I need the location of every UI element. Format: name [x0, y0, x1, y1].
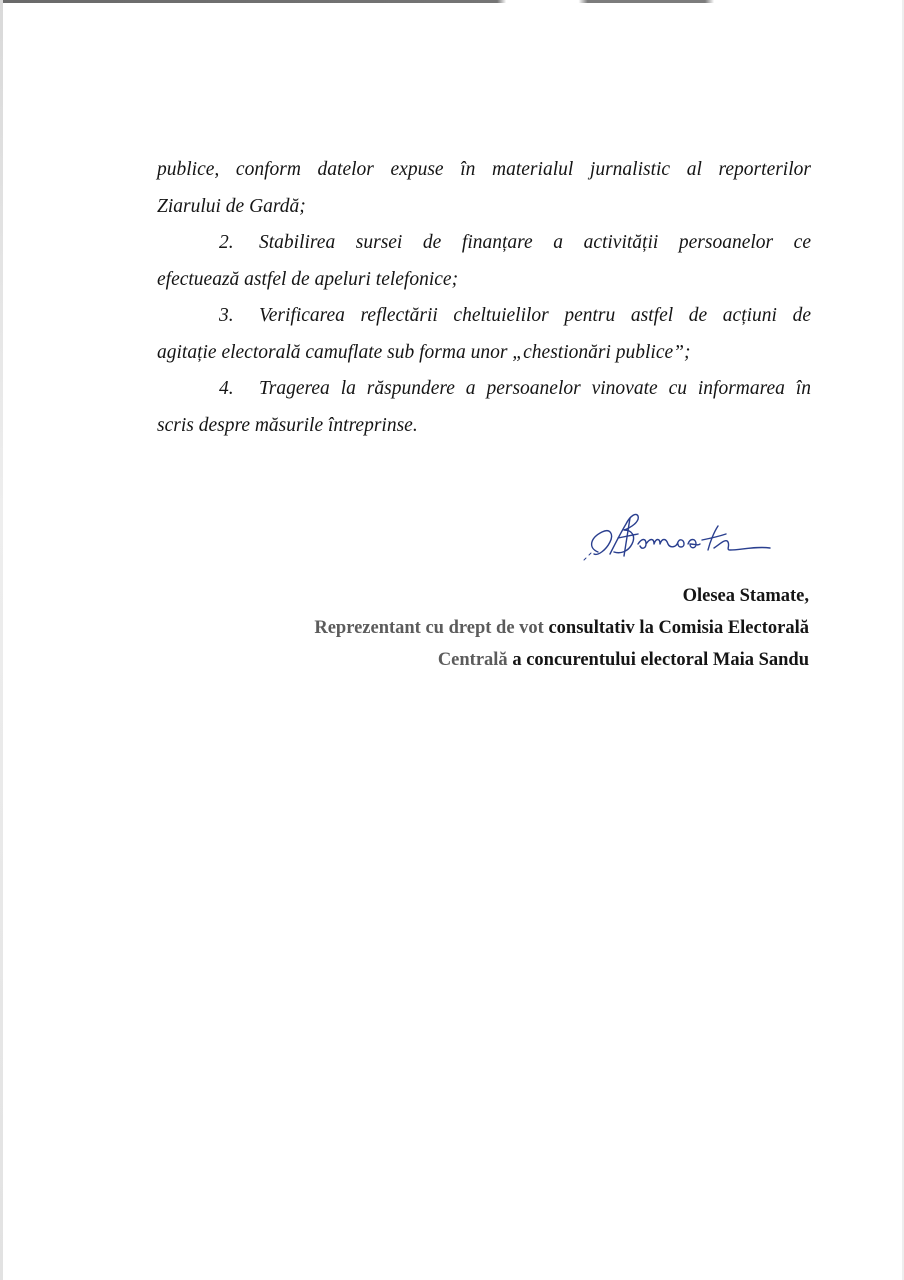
- paragraph-line: publice, conform datelor expuse în materialul jurnalistic al reporterilor: [157, 159, 811, 180]
- paragraph-first-line: [157, 371, 811, 408]
- scan-edge-top: [0, 0, 904, 3]
- paragraph-3: [157, 298, 811, 371]
- paragraph-line: Ziarului de Gardă;: [157, 195, 306, 217]
- handwritten-signature: [580, 508, 780, 570]
- paragraph-line: agitație electorală camuflate sub forma unor „chestionări publice”;: [157, 341, 691, 363]
- paragraph-line: Verificarea reflectării cheltuielilor pentru astfel de acțiuni de: [259, 305, 811, 326]
- signatory-role-line-2: [314, 644, 809, 676]
- paragraph-line: Stabilirea sursei de finanțare a activității persoanelor ce: [259, 232, 811, 253]
- list-number: 4.: [219, 378, 234, 399]
- paragraph-first-line: [157, 298, 811, 335]
- list-number: 3.: [219, 305, 234, 326]
- paragraph-line: Tragerea la răspundere a persoanelor vinovate cu informarea în: [259, 378, 811, 399]
- paragraph-line: scris despre măsurile întreprinse.: [157, 414, 418, 436]
- signatory-role-faded: Centrală: [437, 650, 508, 670]
- paragraph-4: [157, 371, 811, 444]
- signatory-role-faded: Reprezentant cu drept de vot: [314, 618, 544, 638]
- paragraph-2: [157, 225, 811, 298]
- signatory-block: [314, 580, 809, 676]
- signatory-role-rest: consultativ la Comisia Electorală: [543, 618, 809, 638]
- signatory-role-line-1: [314, 612, 809, 644]
- list-number: 2.: [219, 232, 234, 253]
- scan-edge-left: [0, 0, 3, 1280]
- paragraph-1: [157, 152, 811, 225]
- document-body: [157, 152, 811, 444]
- paragraph-first-line: [157, 225, 811, 262]
- paragraph-line: efectuează astfel de apeluri telefonice;: [157, 268, 459, 290]
- signatory-name: Olesea Stamate,: [682, 586, 809, 606]
- signatory-role-rest: a concurentului electoral Maia Sandu: [507, 650, 809, 670]
